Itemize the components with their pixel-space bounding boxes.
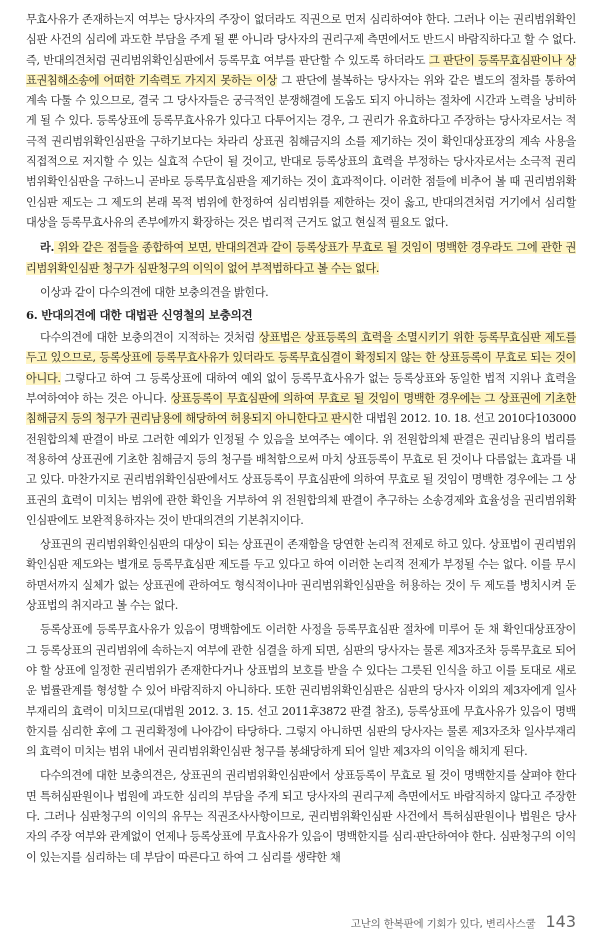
body-text: 그렇다고 하여 그 등록상표에 대하여 예외 없이 등록무효사유가 없는 등록상표와 동일한 법적 지위나 효력을 부여하여야 하는 것은 아니다. [26,371,576,406]
highlighted-text: 상표법은 상표등록의 효력을 소멸시키기 위한 등록무효심판 제도를 두고 있으므로, 등록상표에 등록무효사유가 있더라도 등록무효심결이 확정되지 않는 한 상표등록이 무효로 되는 것이 아니다. [26,331,576,385]
paragraph [26,237,576,279]
body-text: 한 대법원 2012. 10. 18. 선고 2010다103000 전원합의체 판결이 바로 그러한 예외가 인정될 수 있음을 보여주는 예이다. 위 전원합의체 판결은 권리남용의 법리를 적용하여 상표권에 기초한 침해금지 등의 청구를 배척함으로써 마치 상표등록이 무효로 된 것이나 다름없는 효과를 내고 있다. 마찬가지로 권리범위확인심판에서도 상표등록이 무효심판에 의하여 무효로 될 것임이 명백한 경우에는 그 상표권의 효력이 미치는 범위에 관한 확인을 거부하여 위 전원합의체 판결이 추구하는 소송경제와 효율성을 권리범위확인심판에도 보완적용하자는 것이 반대의견의 기본취지이다. [26,412,576,527]
footer-text: 고난의 한복판에 기회가 있다, 변리사스쿨 [350,918,536,930]
page-footer [0,912,576,931]
body-text: 다수의견에 대한 보충의견이 지적하는 것처럼 [40,331,259,345]
paragraph-marker: 라. [40,240,55,255]
section-heading: 6. 반대의견에 대한 대법관 신영철의 보충의견 [26,308,253,323]
body-text: 상표권의 권리범위확인심판의 대상이 되는 상표권이 존재함을 당연한 논리적 전제로 하고 있다. 상표법이 권리범위확인심판 제도와는 별개로 등록무효심판 제도를 두고 있다고 하여 이러한 논리적 전제가 부정될 수는 없다. 이를 무시하면서까지 실체가 없는 상표권에 관하여도 형식적이나마 권리범위확인심판을 허용하는 것이 두 제도를 병치시켜 둔 상표법의 취지라고 볼 수는 없다. [26,538,576,613]
paragraph-group-2 [26,328,576,868]
paragraph [26,535,576,616]
body-text: 그 판단에 불복하는 당사자는 위와 같은 별도의 절차를 통하여 계속 다툴 수 있으므로, 결국 그 당사자들은 궁극적인 분쟁해결에 도움도 되지 아니하는 절차에 시간과 노력을 낭비하게 될 수 있다. 등록상표에 등록무효사유가 있다고 다투어지는 경우, 그 권리가 유효하다고 주장하는 당사자로서는 적극적 권리범위확인심판을 구하기보다는 차라리 상표권 침해금지의 소를 제기하는 것이 확인대상표장의 계속 사용을 직접적으로 저지할 수 있는 실효적 수단이 될 것이고, 반대로 등록상표의 효력을 부정하는 당사자로서는 소극적 권리범위확인심판을 구하느니 곧바로 등록무효심판을 제기하는 것이 효과적이다. 이러한 점들에 비추어 볼 때 권리범위확인심판 제도는 그 제도의 본래 목적 범위에 한정하여 심리범위를 제한하는 것이 옳고, 반대의견처럼 거기에서 심리할 대상을 등록무효사유의 존부에까지 확장하는 것은 법리적 근거도 없고 현실적 필요도 없다. [26,73,576,229]
highlighted-text: 위와 같은 점들을 종합하여 보면, 반대의견과 같이 등록상표가 무효로 될 것임이 명백한 경우라도 그에 관한 권리범위확인심판 청구가 심판청구의 이익이 없어 부적법하다고 볼 수는 없다. [26,241,576,275]
body-text: 이상과 같이 다수의견에 대한 보충의견을 밝힌다. [40,285,269,299]
document-page [26,10,576,868]
paragraph [26,620,576,762]
highlighted-text: 상표등록이 무효심판에 의하여 무효로 될 것임이 명백한 경우에는 그 상표권에 기초한 침해금지 등의 청구가 권리남용에 해당하여 허용되지 아니한다고 판시 [26,392,576,426]
paragraph [26,10,576,233]
paragraph [26,766,576,867]
body-text: 등록상표에 등록무효사유가 있음이 명백함에도 이러한 사정을 등록무효심판 절차에 미루어 둔 채 확인대상표장이 그 등록상표의 권리범위에 속하는지 여부에 관한 심결을 하게 되면, 심판의 당사자는 물론 제3자조차 등록무효로 되어야 할 상표에 일정한 권리범위가 존재한다거나 상표법의 보호를 받을 수 있다는 그릇된 인식을 하고 이를 토대로 새로운 법률관계를 형성할 수 있어 바람직하지 아니하다. 또한 권리범위확인심판은 심판의 당사자 이외의 제3자에게 일사부재리의 효력이 미치므로(대법원 2012. 3. 15. 선고 2011후3872 판결 참조), 등록상표에 무효사유가 있음이 명백한지를 심리한 후에 그 권리확정에 나아감이 타당하다. 그렇지 아니하면 심판의 당사자는 물론 제3자조차 일사부재리의 효력이 미치는 범위 내에서 권리범위확인심판 청구를 봉쇄당하게 되어 일반 제3자의 이익을 해치게 된다. [26,623,576,759]
highlighted-text: 그 판단이 등록무효심판이나 상표권침해소송에 어떠한 기속력도 가지지 못하는 이상 [26,53,576,87]
paragraph [26,283,576,303]
paragraph-group-1 [26,10,576,303]
page-number: 143 [545,912,576,931]
body-text: 무효사유가 존재하는지 여부는 당사자의 주장이 없더라도 직권으로 먼저 심리하여야 한다. 그러나 이는 권리범위확인심판 사건의 심리에 과도한 부담을 주게 될 뿐 아니라 당사자의 권리구제 측면에서도 반드시 바람직하다고 할 수 없다. 즉, 반대의견처럼 권리범위확인심판에서 등록무효 여부를 판단할 수 있도록 하더라도 [26,13,576,67]
body-text: 다수의견에 대한 보충의견은, 상표권의 권리범위확인심판에서 상표등록이 무효로 될 것이 명백한지를 살펴야 한다면 특허심판원이나 법원에 과도한 심리의 부담을 주게 되고 당사자의 권리구제 측면에서도 바람직하지 않다고 주장한다. 그러나 심판청구의 이익의 유무는 직권조사사항이므로, 권리범위확인심판 사건에서 특허심판원이나 법원은 당사자의 주장 여부와 관계없이 언제나 등록상표에 무효사유가 있음이 명백한지를 심리·판단하여야 한다. 심판청구의 이익이 있는지를 심리하는 데 부담이 따른다고 하여 그 심리를 생략한 채 [26,769,576,864]
paragraph [26,328,576,531]
